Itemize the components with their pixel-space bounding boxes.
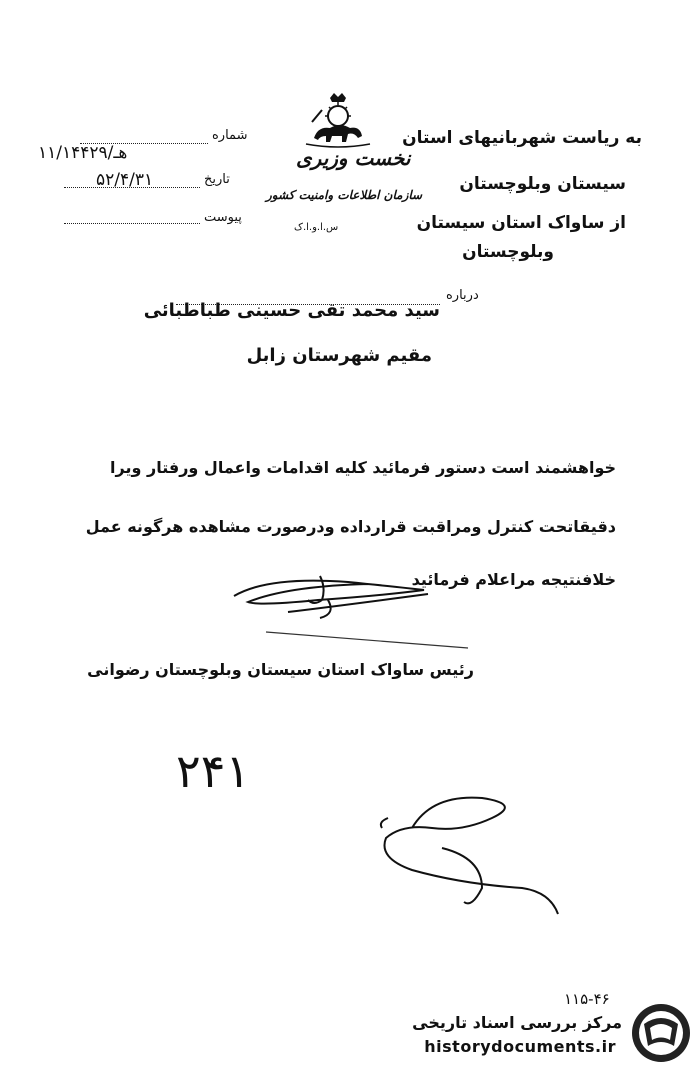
- subject-residence: مقیم شهرستان زابل: [246, 345, 432, 366]
- file-code: ۱۱۵-۴۶: [564, 990, 610, 1008]
- body-line-2: دقیقاتحت کنترل ومراقبت قرارداده ودرصورت مشاهده هرگونه عمل: [85, 517, 616, 536]
- date-label: تاریخ: [204, 172, 230, 187]
- recipient-line-2: سیستان وبلوچستان: [459, 174, 626, 194]
- lion-and-sun-emblem-icon: [300, 92, 376, 150]
- pen-stroke-line: [262, 626, 472, 652]
- date-value: ۵۲/۴/۳۱: [96, 170, 154, 190]
- attachment-dotted-line: [64, 222, 200, 224]
- emblem-subtitle: سازمان اطلاعات وامنیت کشور: [266, 188, 423, 202]
- body-line-3: خلافنتیجه مراعلام فرمائید: [411, 570, 616, 589]
- watermark-url: historydocuments.ir: [424, 1037, 616, 1056]
- number-value: ۱۱/۱۴۴۲۹/هـ: [38, 143, 128, 163]
- emblem-code: س.ا.و.ا.ک: [294, 222, 339, 233]
- sender-line-1: از ساواک استان سیستان: [416, 213, 626, 233]
- sender-line-2: وبلوچستان: [462, 242, 554, 262]
- subject-label: درباره: [446, 288, 479, 303]
- subject-name: سید محمد تقی حسینی طباطبائی: [143, 300, 440, 321]
- signature-scribble-1: [228, 566, 448, 626]
- handwritten-number: ۲۴۱: [176, 744, 251, 798]
- watermark-title: مرکز بررسی اسناد تاریخی: [412, 1013, 622, 1032]
- number-label: شماره: [212, 128, 248, 143]
- recipient-line-1: به ریاست شهربانیهای استان: [402, 128, 642, 148]
- emblem-title: نخست وزیری: [296, 146, 411, 170]
- body-line-1: خواهشمند است دستور فرمائید کلیه اقدامات واعمال ورفتار ویرا: [110, 458, 616, 477]
- signature-scribble-2: [372, 788, 572, 918]
- signatory-title: رئیس ساواک استان سیستان وبلوچستان رضوانی: [87, 660, 474, 679]
- watermark-logo-icon: [630, 1002, 692, 1064]
- attachment-label: پیوست: [204, 210, 242, 225]
